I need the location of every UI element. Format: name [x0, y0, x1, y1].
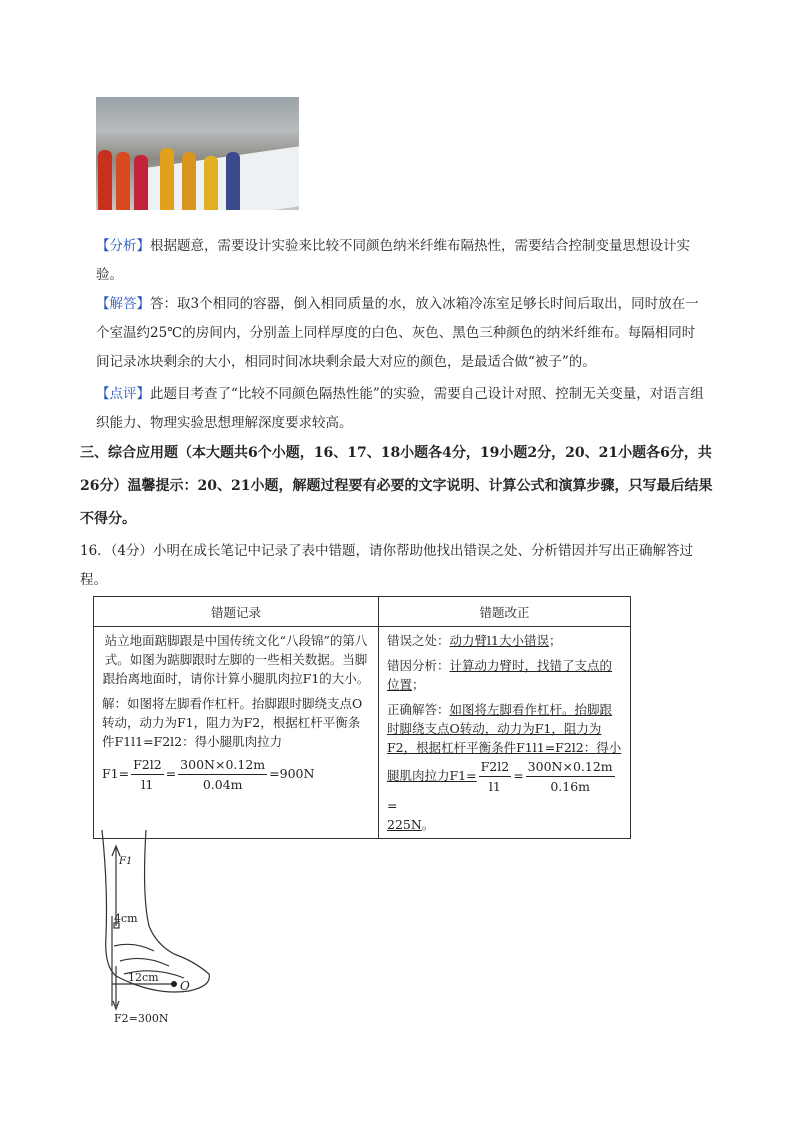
correct-solution: 正确解答：如图将左脚看作杠杆。抬脚跟时脚绕支点O转动，动力为F1，阻力为F2，根据杠杆平衡条件F1l1=F2l2：得小腿肌肉拉力F1= $\frac{F2l2}{l1}$ = $\frac{300N\times 0.12m}{0.16m}$ = 225N。 — [387, 702, 622, 832]
analysis-tag: 【分析】 — [96, 238, 150, 254]
error-record-cell — [94, 627, 379, 839]
foot-lever-diagram — [94, 826, 224, 1026]
correct-result: 225N — [387, 817, 422, 832]
solution-formula: F1= $\frac{F2l2}{l1}$ = $\frac{300N\times 0.12m}{0.04m}$ =900N — [102, 757, 315, 792]
header-error-record: 错题记录 — [94, 597, 379, 627]
error-correction-cell — [379, 627, 631, 839]
error-table — [93, 596, 631, 839]
fraction-2: $\frac{300N\times 0.12m}{0.04m}$ — [180, 757, 266, 792]
length-4cm-label: 4cm — [114, 912, 138, 925]
question-16: 16．（4分）小明在成长笔记中记录了表中错题，请你帮助他找出错误之处、分析错因并写出正确解答过程。 — [80, 543, 694, 588]
answer-paragraph — [96, 290, 706, 377]
pivot-point — [171, 981, 177, 987]
answer-tag: 【解答】 — [96, 296, 150, 312]
answer-text: 答：取3个相同的容器，倒入相同质量的水，放入冰箱冷冻室足够长时间后取出，同时放在一个室温约25℃的房间内，分别盖上同样厚度的白色、灰色、黑色三种颜色的纳米纤维布。每隔相同时间记录冰块剩余的大小，相同时间冰块剩余最大对应的颜色，是最适合做“被子”的。 — [96, 296, 699, 370]
f1-label: F1 — [119, 856, 133, 867]
f1-prefix: F1= — [102, 766, 130, 781]
f2-label: F2=300N — [114, 1012, 169, 1025]
fraction-4: $\frac{300N\times 0.12m}{0.16m}$ — [527, 759, 613, 794]
fraction-1: $\frac{F2l2}{l1}$ — [133, 757, 162, 792]
comment-tag: 【点评】 — [96, 386, 150, 402]
comment-text: 此题目考查了“比较不同颜色隔热性能”的实验，需要自己设计对照、控制无关变量，对语言组织能力、物理实验思想理解深度要求较高。 — [96, 386, 704, 431]
error-location: 错误之处：动力臂l1大小错误； — [387, 633, 562, 648]
length-12cm-label: 12cm — [128, 971, 159, 984]
solution-text: 解：如图将左脚看作杠杆。抬脚跟时脚绕支点O转动，动力为F1，阻力为F2，根据杠杆平衡条件F1l1=F2l2：得小腿肌肉拉力 — [102, 696, 363, 749]
section-3-heading: 三、综合应用题（本大题共6个小题，16、17、18小题各4分，19小题2分，20、21小题各6分，共26分）温馨提示：20、21小题，解题过程要有必要的文字说明、计算公式和演算步骤，只写最后结果不得分。 — [80, 445, 713, 527]
wrong-result: =900N — [269, 766, 315, 781]
header-error-correction: 错题改正 — [379, 597, 631, 627]
fraction-3: $\frac{F2l2}{l1}$ — [480, 759, 510, 794]
error-reason: 错因分析：计算动力臂时，找错了支点的位置； — [387, 658, 613, 692]
pivot-label: O — [180, 979, 190, 993]
comment-paragraph — [96, 380, 706, 438]
problem-text: 站立地面踮脚跟是中国传统文化“八段锦”的第八式。如图为踮脚跟时左脚的一些相关数据。当脚跟抬离地面时，请你计算小腿肌肉拉F1的大小。 — [102, 633, 370, 686]
analysis-text: 根据题意，需要设计实验来比较不同颜色纳米纤维布隔热性，需要结合控制变量思想设计实验。 — [96, 238, 690, 283]
analysis-paragraph — [96, 232, 706, 290]
field-photo — [96, 97, 299, 210]
